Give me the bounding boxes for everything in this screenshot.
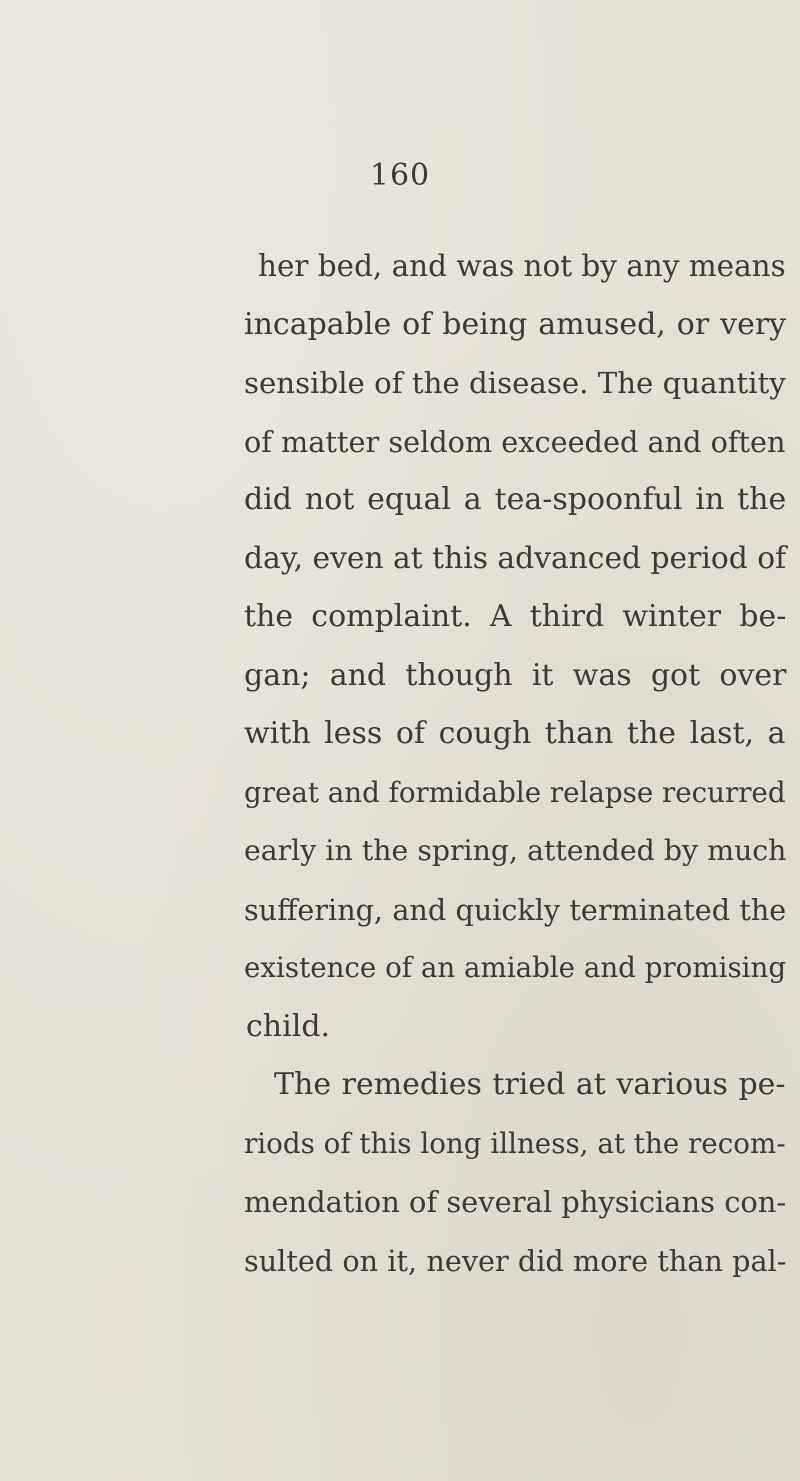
- page-number: 160: [369, 158, 431, 193]
- text-line: did not equal a tea-spoonful in the: [244, 482, 787, 517]
- text-line: incapable of being amused, or very: [244, 306, 787, 342]
- text-line: child.: [246, 1008, 331, 1044]
- text-line: sensible of the disease. The quantity: [244, 366, 786, 400]
- text-line: existence of an amiable and promising: [244, 951, 787, 984]
- text-line: mendation of several physicians con-: [244, 1185, 787, 1219]
- text-line: early in the spring, attended by much: [244, 834, 787, 867]
- text-line: day, even at this advanced period of: [244, 540, 787, 576]
- text-line: her bed, and was not by any means: [258, 249, 786, 283]
- text-line: with less of cough than the last, a: [244, 716, 786, 751]
- text-line: gan; and though it was got over: [244, 657, 787, 693]
- text-line: of matter seldom exceeded and often: [244, 424, 786, 459]
- text-line: great and formidable relapse recurred: [244, 775, 786, 809]
- text-line: sulted on it, never did more than pal-: [244, 1243, 787, 1278]
- text-line: The remedies tried at various pe-: [274, 1067, 786, 1102]
- text-line: suffering, and quickly terminated the: [244, 892, 787, 927]
- text-line: the complaint. A third winter be-: [244, 599, 787, 634]
- text-line: riods of this long illness, at the recom-: [244, 1126, 786, 1160]
